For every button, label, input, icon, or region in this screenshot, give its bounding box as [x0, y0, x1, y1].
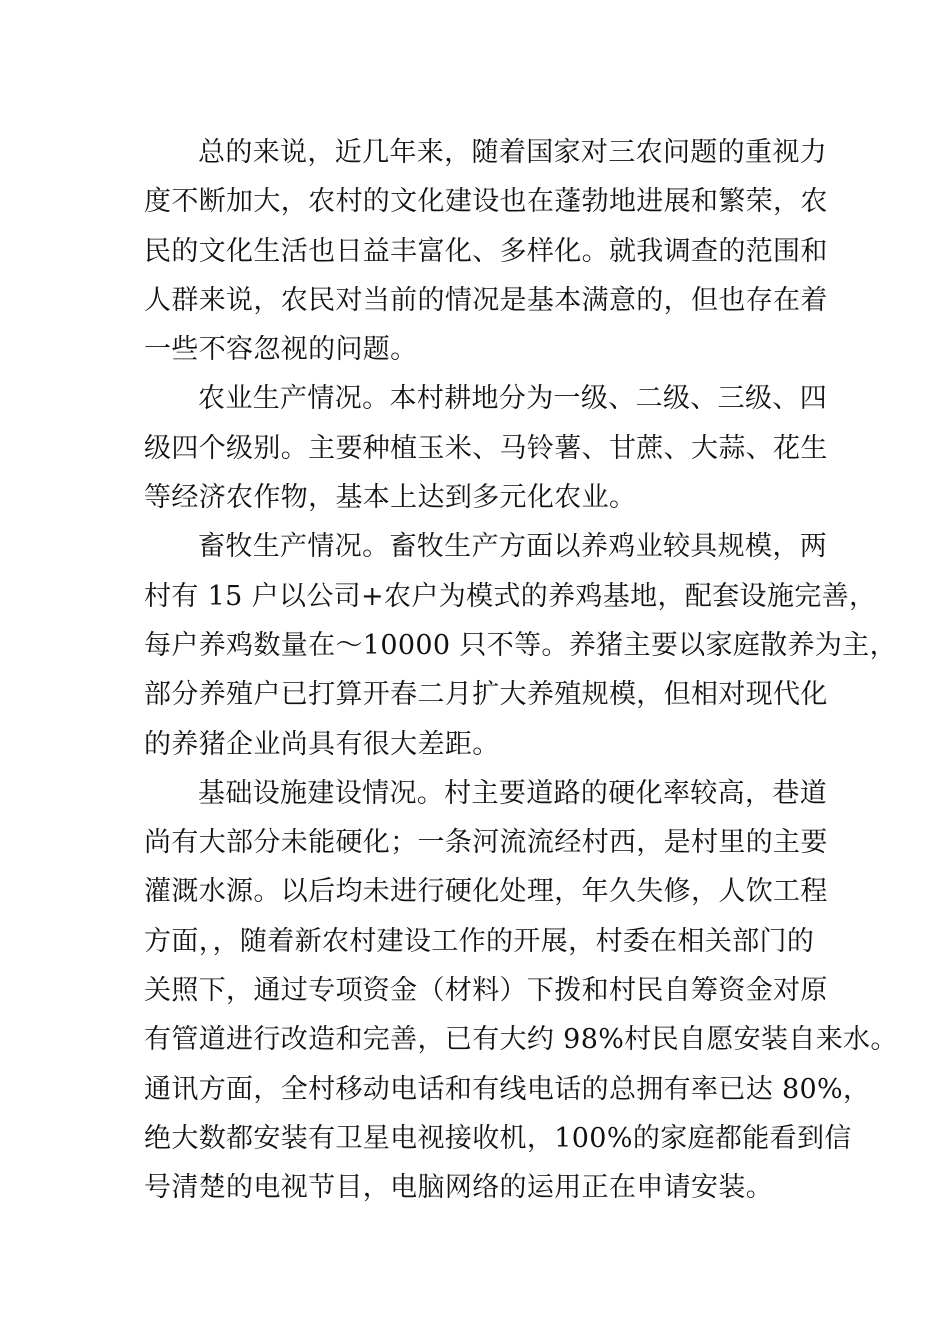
text-line: 绝大数都安装有卫星电视接收机，100%的家庭都能看到信 [144, 1122, 852, 1154]
text-line: 村有 15 户以公司+农户为模式的养鸡基地，配套设施完善， [144, 580, 877, 612]
text-line: 人群来说，农民对当前的情况是基本满意的，但也存在着 [144, 284, 828, 316]
text-line: 总的来说，近几年来，随着国家对三农问题的重视力 [198, 137, 828, 168]
paragraph-summary [144, 128, 828, 374]
text-line: 有管道进行改造和完善，已有大约 98%村民自愿安装自来水。 [144, 1024, 898, 1056]
paragraph-infrastructure [144, 769, 898, 1213]
document-body [144, 128, 898, 1213]
text-line: 的养猪企业尚具有很大差距。 [144, 728, 500, 760]
text-line: 农业生产情况。本村耕地分为一级、二级、三级、四 [198, 383, 828, 415]
text-line: 级四个级别。主要种植玉米、马铃薯、甘蔗、大蒜、花生 [144, 432, 828, 464]
paragraph-agriculture [144, 374, 828, 522]
paragraph-livestock [144, 522, 897, 768]
text-line: 基础设施建设情况。村主要道路的硬化率较高，巷道 [198, 777, 828, 809]
text-line: 方面，，随着新农村建设工作的开展，村委在相关部门的 [144, 925, 815, 957]
text-line: 等经济农作物，基本上达到多元化农业。 [144, 482, 637, 514]
text-line: 尚有大部分未能硬化；一条河流流经村西，是村里的主要 [144, 827, 828, 859]
text-line: 通讯方面，全村移动电话和有线电话的总拥有率已达 80%， [144, 1073, 871, 1105]
text-line: 一些不容忽视的问题。 [144, 334, 418, 366]
text-line: 灌溉水源。以后均未进行硬化处理，年久失修，人饮工程 [144, 876, 828, 908]
text-line: 每户养鸡数量在～10000 只不等。养猪主要以家庭散养为主， [144, 629, 897, 661]
text-line: 号清楚的电视节目，电脑网络的运用正在申请安装。 [144, 1172, 774, 1204]
text-line: 度不断加大，农村的文化建设也在蓬勃地进展和繁荣，农 [144, 186, 828, 218]
text-line: 部分养殖户已打算开春二月扩大养殖规模，但相对现代化 [144, 679, 828, 711]
text-line: 关照下，通过专项资金（材料）下拨和村民自筹资金对原 [144, 975, 828, 1007]
text-line: 畜牧生产情况。畜牧生产方面以养鸡业较具规模，两 [198, 531, 828, 563]
text-line: 民的文化生活也日益丰富化、多样化。就我调查的范围和 [144, 235, 828, 267]
